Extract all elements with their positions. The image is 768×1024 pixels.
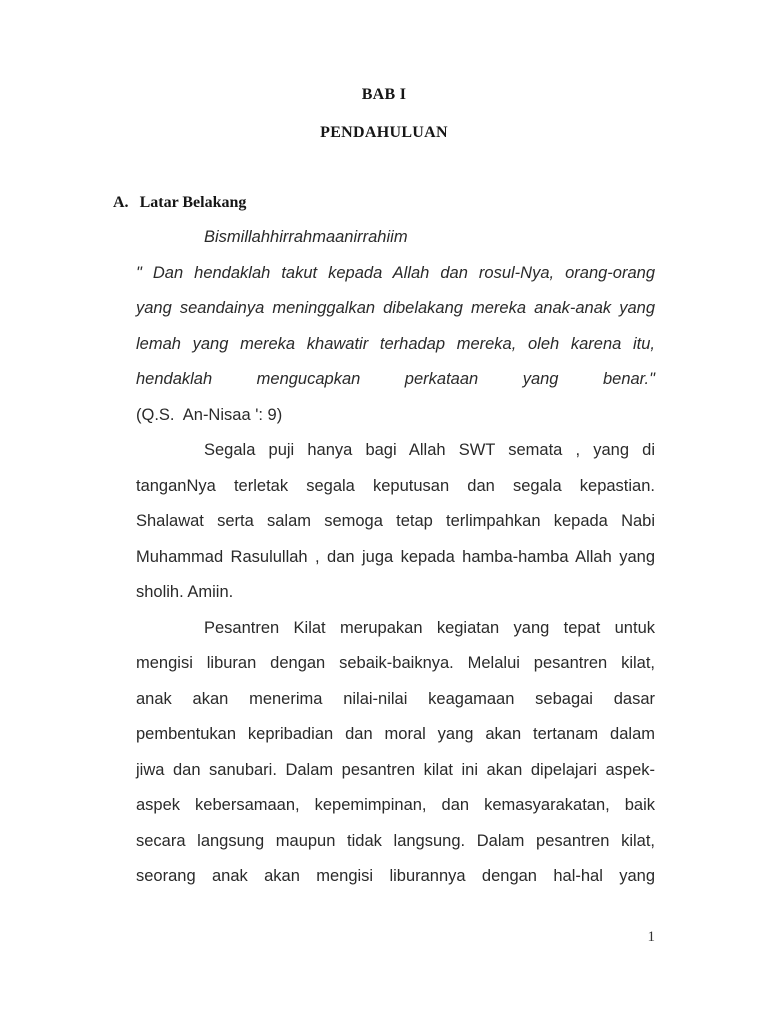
quote-line: " Dan hendaklah takut kepada Allah dan rosul-Nya, orang-orang: [136, 263, 655, 282]
paragraph-line: mengisi liburan dengan sebaik-baiknya. Melalui pesantren kilat,: [136, 654, 655, 672]
section-label: Latar Belakang: [139, 194, 247, 211]
quote-line: yang seandainya meninggalkan dibelakang mereka anak-anak yang: [136, 299, 655, 317]
paragraph-line: tanganNya terletak segala keputusan dan segala kepastian.: [136, 476, 655, 495]
quote-line: hendaklah mengucapkan perkataan yang benar.": [136, 370, 655, 388]
paragraph-line: anak akan menerima nilai-nilai keagamaan sebagai dasar: [136, 689, 655, 708]
paragraph-line: jiwa dan sanubari. Dalam pesantren kilat ini akan dipelajari aspek-: [136, 760, 655, 779]
chapter-heading: BAB I: [361, 86, 407, 103]
paragraph-line: secara langsung maupun tidak langsung. Dalam pesantren kilat,: [136, 831, 655, 850]
paragraph-line: Segala puji hanya bagi Allah SWT semata , yang di: [204, 441, 655, 459]
bismillah-line: Bismillahhirrahmaanirrahiim: [204, 228, 408, 246]
quote-source: (Q.S. An-Nisaa ': 9): [136, 405, 283, 424]
paragraph-line: aspek kebersamaan, kepemimpinan, dan kemasyarakatan, baik: [136, 796, 655, 814]
paragraph-line: seorang anak akan mengisi liburannya dengan hal-hal yang: [136, 867, 655, 885]
quote-line: lemah yang mereka khawatir terhadap mereka, oleh karena itu,: [136, 334, 655, 353]
chapter-title: PENDAHULUAN: [320, 124, 448, 141]
section-heading: [113, 194, 246, 212]
section-marker: A.: [113, 194, 129, 211]
body-text: [136, 220, 655, 895]
paragraph-line: Shalawat serta salam semoga tetap terlimpahkan kepada Nabi: [136, 512, 655, 530]
page-number: 1: [647, 929, 655, 945]
paragraph-line: sholih. Amiin.: [136, 583, 234, 601]
paragraph-line: Muhammad Rasulullah , dan juga kepada hamba-hamba Allah yang: [136, 547, 655, 566]
paragraph-line: pembentukan kepribadian dan moral yang akan tertanam dalam: [136, 725, 655, 743]
paragraph-line: Pesantren Kilat merupakan kegiatan yang tepat untuk: [204, 618, 655, 637]
